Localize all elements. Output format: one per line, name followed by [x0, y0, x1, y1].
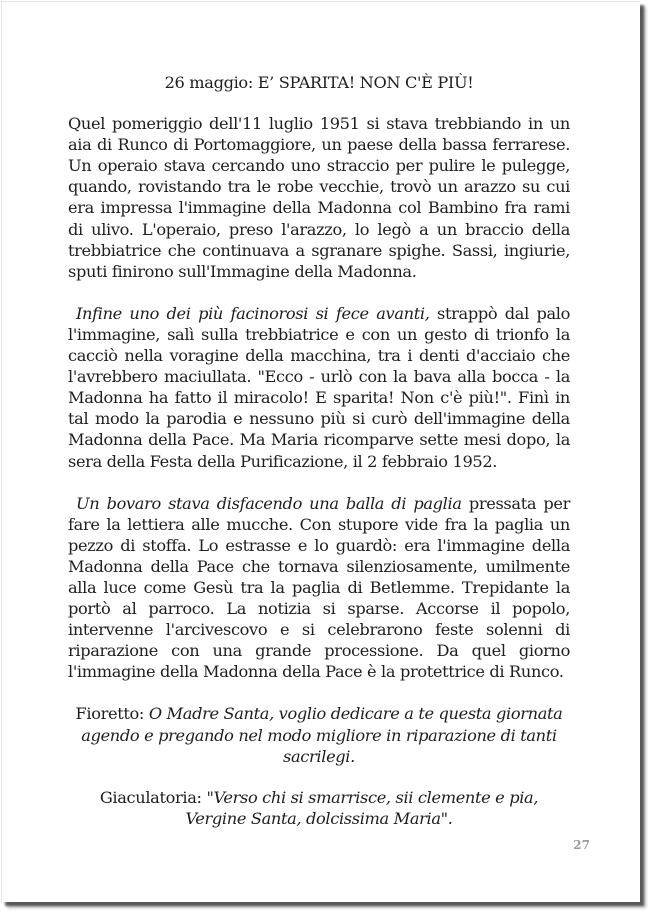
giaculatoria-text: "Verso chi si smarrisce, sii clemente e pia, Vergine Santa, dolcissima Maria".	[185, 787, 539, 828]
document-page	[1, 1, 640, 902]
fioretto-label: Fioretto:	[75, 704, 149, 724]
paragraph-1-text: Quel pomeriggio dell'11 luglio 1951 si stava trebbiando in un aia di Runco di Portomaggiore, un paese della bassa ferrarese. Un operaio stava cercando uno straccio per pulire le pulegge, quando, rovistando tra le robe vecchie, trovò un arazzo su cui era impressa l'immagine della Madonna col Bambino fra rami di ulivo. L'operaio, preso l'arazzo, lo legò a un braccio della trebbiatrice che continuava a sgranare spighe. Sassi, ingiurie, sputi finirono sull'Immagine della Madonna.	[68, 114, 570, 281]
paragraph-3-italic-lead: Un bovaro stava disfacendo una balla di paglia	[76, 493, 462, 513]
paragraph-2-italic-lead: Infine uno dei più facinorosi si fece avanti,	[76, 303, 430, 323]
page-title: 26 maggio: E’ SPARITA! NON C'È PIÙ!	[164, 73, 474, 92]
page-content	[68, 72, 570, 849]
paragraph-3	[68, 493, 570, 683]
page-number: 27	[573, 838, 590, 852]
paragraph-1	[68, 113, 570, 282]
fioretto	[68, 703, 570, 766]
paragraph-2-text: strappò dal palo l'immagine, salì sulla trebbiatrice e con un gesto di trionfo la cacciò nella voragine della macchina, tra i denti d'acciaio che l'avrebbero maciullata. "Ecco - urlò con la bava alla bocca - la Madonna ha fatto il miracolo! E sparita! Non c'è più!". Finì in tal modo la parodia e nessuno più si curò dell'immagine della Madonna della Pace. Ma Maria ricomparve sette mesi dopo, la sera della Festa della Purificazione, il 2 febbraio 1952.	[68, 303, 570, 471]
giaculatoria	[68, 787, 570, 829]
paragraph-3-text: pressata per fare la lettiera alle mucche. Con stupore vide fra la paglia un pezzo di stoffa. Lo estrasse e lo guardò: era l'immagine della Madonna della Pace che tornava silenziosamente, umilmente alla luce come Gesù tra la paglia di Betlemme. Trepidante la portò al parroco. La notizia si sparse. Accorse il popolo, intervenne l'arcivescovo e si celebrarono feste solenni di riparazione con una grande processione. Da quel giorno l'immagine della Madonna della Pace è la protettrice di Runco.	[68, 493, 570, 682]
fioretto-text: O Madre Santa, voglio dedicare a te questa giornata agendo e pregando nel modo migliore in riparazione di tanti sacrilegi.	[81, 704, 563, 766]
giaculatoria-label: Giaculatoria:	[99, 787, 207, 807]
paragraph-2	[68, 303, 570, 472]
